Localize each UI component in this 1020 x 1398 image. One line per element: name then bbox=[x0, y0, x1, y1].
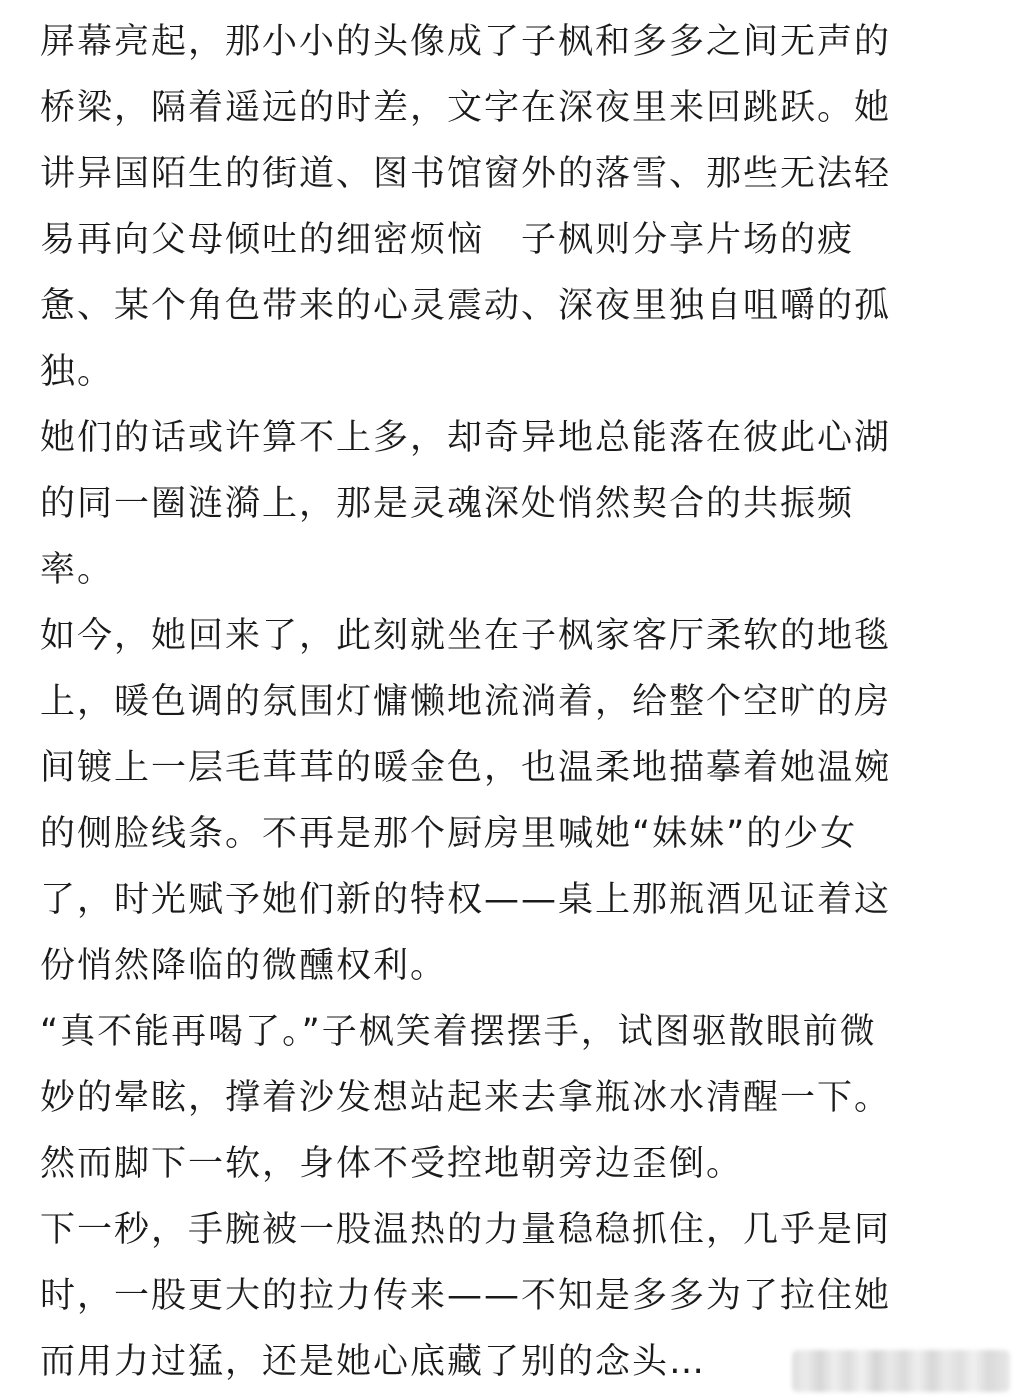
text-line: 间镀上一层毛茸茸的暖金色，也温柔地描摹着她温婉 bbox=[40, 747, 892, 788]
text-line: 的侧脸线条。不再是那个厨房里喊她“妹妹”的少女 bbox=[40, 813, 858, 854]
text-line: 易再向父母倾吐的细密烦恼 子枫则分享片场的疲 bbox=[40, 219, 855, 260]
blurred-watermark bbox=[792, 1350, 1010, 1392]
text-line: 了，时光赋予她们新的特权——桌上那瓶酒见证着这 bbox=[40, 879, 892, 920]
text-line: 上，暖色调的氛围灯慵懒地流淌着，给整个空旷的房 bbox=[40, 681, 892, 722]
text-line: 讲异国陌生的街道、图书馆窗外的落雪、那些无法轻 bbox=[40, 153, 892, 194]
text-line: 份悄然降临的微醺权利。 bbox=[40, 945, 448, 986]
text-line: 的同一圈涟漪上，那是灵魂深处悄然契合的共振频 bbox=[40, 483, 855, 524]
text-line: 独。 bbox=[40, 351, 115, 392]
text-line: “真不能再喝了。”子枫笑着摆摆手，试图驱散眼前微 bbox=[40, 1011, 877, 1052]
text-line: 而用力过猛，还是她心底藏了别的念头… bbox=[40, 1341, 707, 1382]
story-text bbox=[40, 8, 990, 1394]
text-line: 她们的话或许算不上多，却奇异地总能落在彼此心湖 bbox=[40, 417, 892, 458]
text-line: 桥梁，隔着遥远的时差，文字在深夜里来回跳跃。她 bbox=[40, 87, 892, 128]
text-line: 屏幕亮起，那小小的头像成了子枫和多多之间无声的 bbox=[40, 21, 892, 62]
text-line: 下一秒，手腕被一股温热的力量稳稳抓住，几乎是同 bbox=[40, 1209, 892, 1250]
text-line: 率。 bbox=[40, 549, 115, 590]
text-line: 惫、某个角色带来的心灵震动、深夜里独自咀嚼的孤 bbox=[40, 285, 892, 326]
text-line: 然而脚下一软，身体不受控地朝旁边歪倒。 bbox=[40, 1143, 744, 1184]
text-line: 时，一股更大的拉力传来——不知是多多为了拉住她 bbox=[40, 1275, 892, 1316]
text-line: 如今，她回来了，此刻就坐在子枫家客厅柔软的地毯 bbox=[40, 615, 892, 656]
text-line: 妙的晕眩，撑着沙发想站起来去拿瓶冰水清醒一下。 bbox=[40, 1077, 892, 1118]
